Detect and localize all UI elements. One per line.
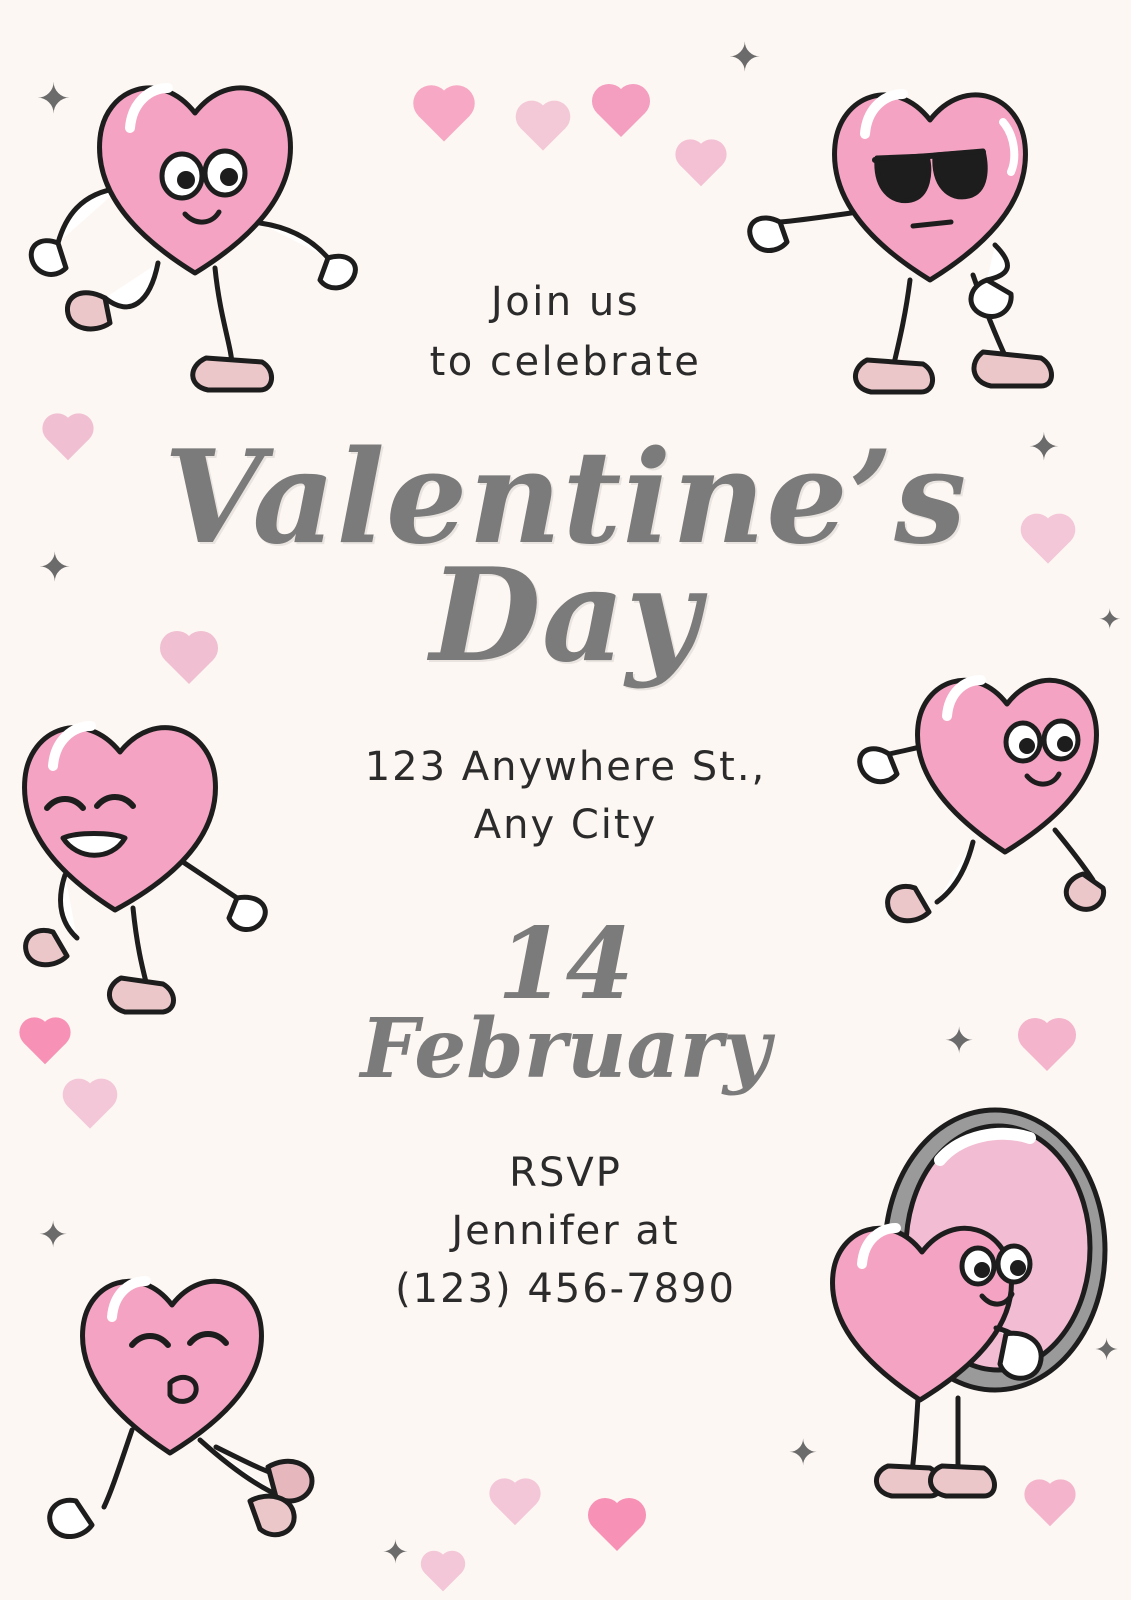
address-line-2: Any City [473, 801, 658, 848]
intro-text [430, 272, 702, 392]
address-block [365, 738, 767, 854]
sparkle-icon: ✦ [382, 1533, 409, 1571]
rsvp-contact-name: Jennifer at [451, 1208, 680, 1255]
sparkle-icon: ✦ [38, 545, 72, 591]
sparkle-icon: ✦ [788, 1433, 819, 1474]
page-title [163, 423, 968, 691]
address-line-1: 123 Anywhere St., [364, 743, 767, 790]
event-date [360, 906, 771, 1097]
rsvp-phone-number: (123) 456-7890 [395, 1266, 736, 1313]
date-month: February [360, 1000, 771, 1097]
title-line-2: Day [429, 540, 702, 691]
sparkle-icon: ✦ [1098, 603, 1122, 636]
sparkle-icon: ✦ [944, 1021, 975, 1062]
sparkle-icon: ✦ [36, 74, 72, 123]
title-line-1: Valentine’s [163, 423, 968, 573]
intro-line-1: Join us [490, 279, 641, 325]
sparkle-icon: ✦ [728, 35, 762, 81]
sparkle-icon: ✦ [1094, 1333, 1120, 1368]
sparkle-icon: ✦ [38, 1215, 69, 1256]
rsvp-label: RSVP [509, 1150, 622, 1197]
rsvp-block [395, 1144, 736, 1318]
sparkle-icon: ✦ [1028, 425, 1060, 469]
date-day: 14 [497, 906, 634, 1022]
intro-line-2: to celebrate [429, 339, 702, 385]
